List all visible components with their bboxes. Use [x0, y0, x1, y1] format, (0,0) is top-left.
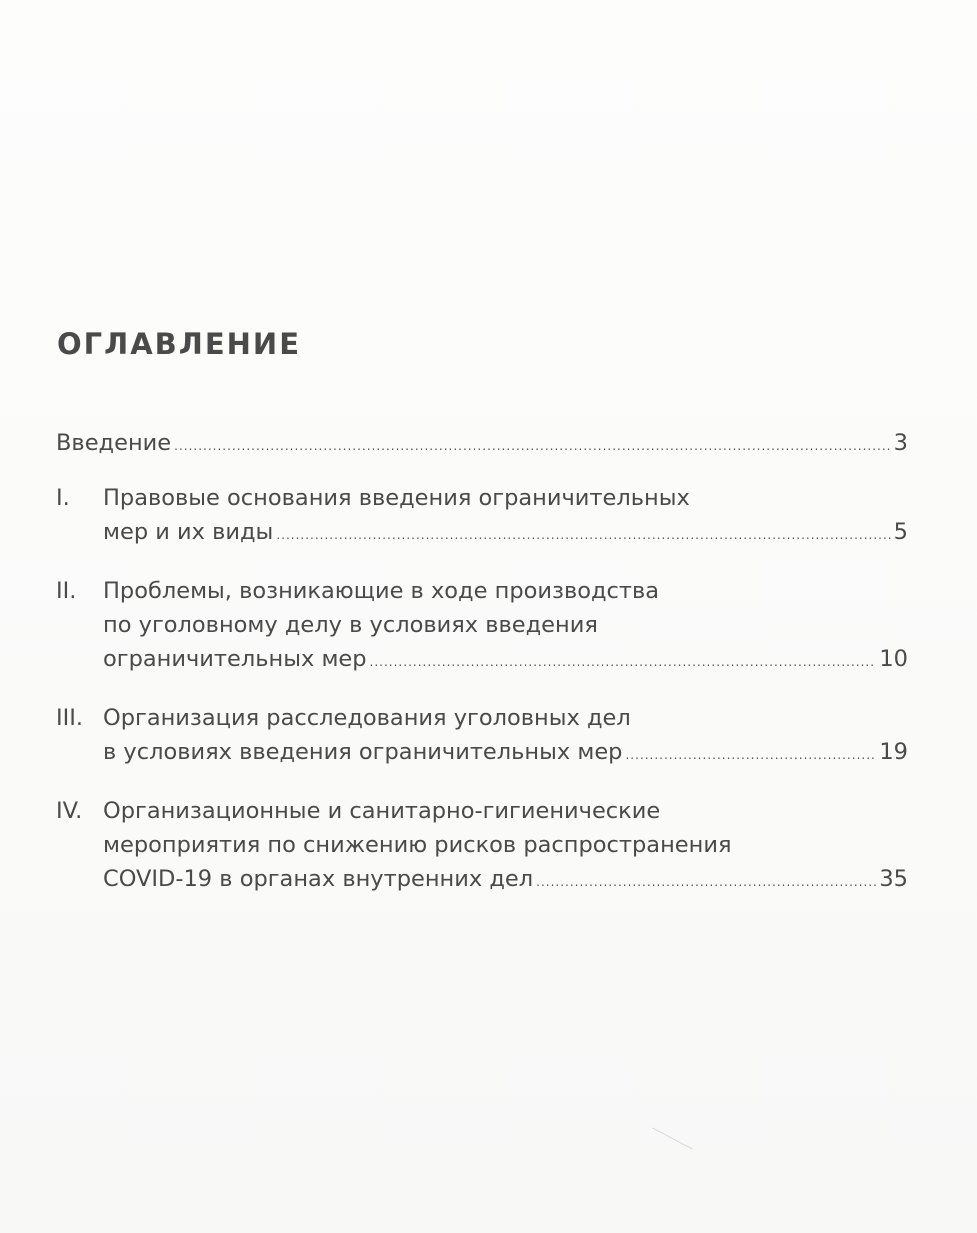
dot-leader — [370, 645, 877, 679]
dot-leader — [276, 518, 890, 552]
toc-entry-title-line: мероприятия по снижению рисков распространения — [103, 832, 732, 858]
toc-entry-title-line: мер и их виды — [103, 519, 274, 545]
dot-leader — [625, 738, 876, 772]
table-of-contents — [56, 426, 908, 899]
toc-entry-chapter-4[interactable] — [56, 794, 908, 899]
toc-entry-introduction[interactable] — [56, 426, 908, 463]
toc-entry-title-line: Правовые основания введения ограничительных — [103, 485, 690, 511]
toc-entry-chapter-1[interactable] — [56, 481, 908, 552]
toc-page-number: 35 — [879, 866, 908, 892]
toc-entry-title-line: ограничительных мер — [103, 646, 367, 672]
dot-leader — [174, 429, 891, 463]
paper-scratch-mark — [652, 1127, 692, 1149]
toc-page-number: 3 — [893, 430, 908, 456]
toc-entry-chapter-3[interactable] — [56, 701, 908, 772]
toc-entry-title: Введение — [56, 430, 172, 456]
toc-entry-title-line: в условиях введения ограничительных мер — [103, 739, 623, 765]
toc-entry-title-line: Организационные и санитарно-гигиенические — [103, 798, 661, 824]
chapter-number: II. — [56, 578, 77, 604]
dot-leader — [536, 865, 876, 899]
toc-page-number: 10 — [879, 646, 908, 672]
toc-entry-title-line: COVID-19 в органах внутренних дел — [103, 866, 534, 892]
chapter-number: IV. — [56, 798, 83, 824]
toc-entry-title-line: Организация расследования уголовных дел — [103, 705, 631, 731]
toc-entry-title-line: по уголовному делу в условиях введения — [103, 612, 598, 638]
toc-entry-title-line: Проблемы, возникающие в ходе производства — [103, 578, 660, 604]
chapter-number: I. — [56, 485, 70, 511]
toc-page-number: 5 — [893, 519, 908, 545]
toc-heading: ОГЛАВЛЕНИЕ — [57, 327, 302, 361]
chapter-number: III. — [56, 705, 84, 731]
toc-page-number: 19 — [879, 739, 908, 765]
toc-entry-chapter-2[interactable] — [56, 574, 908, 679]
